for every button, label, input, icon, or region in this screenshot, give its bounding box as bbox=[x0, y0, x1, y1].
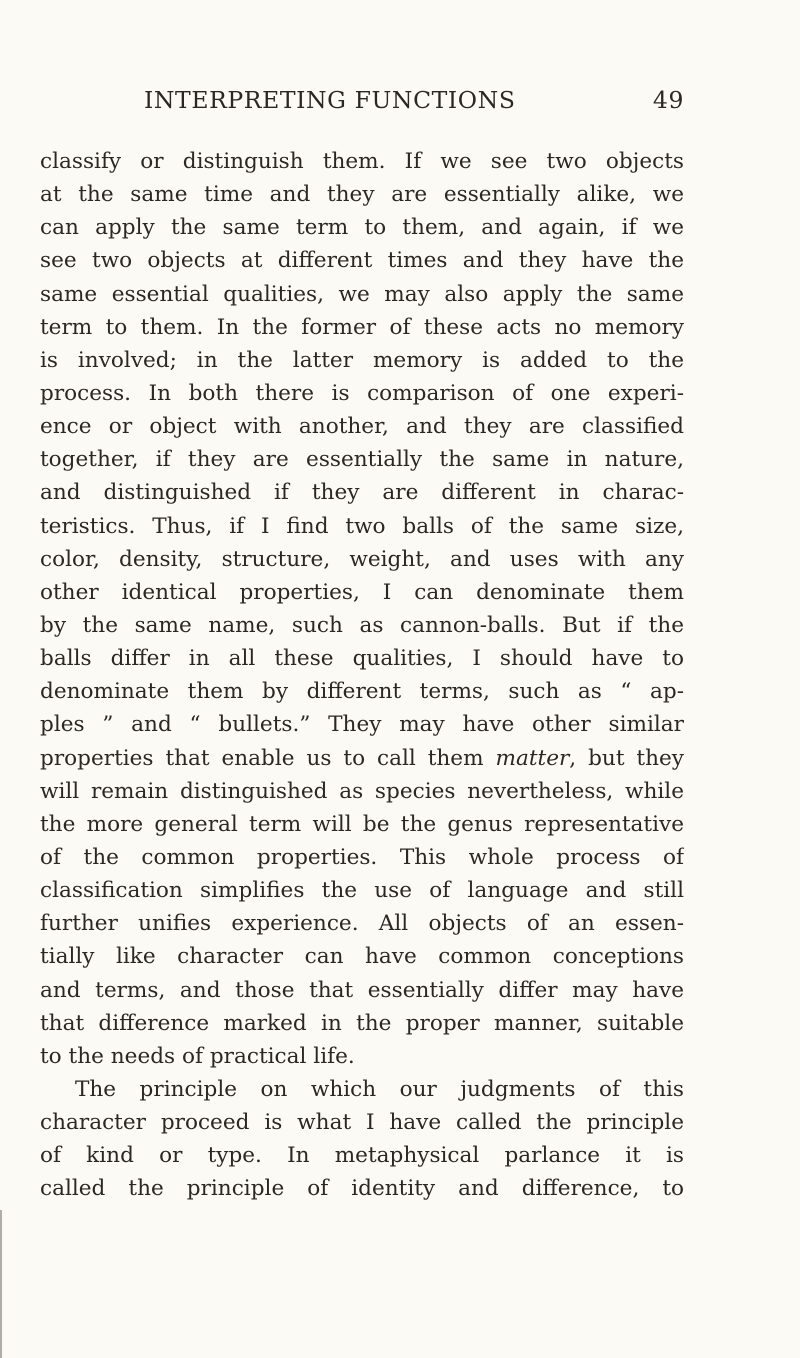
text-line: character proceed is what I have called the principle bbox=[40, 1110, 684, 1136]
text-line: and terms, and those that essentially differ may have bbox=[40, 977, 684, 1003]
running-head bbox=[144, 86, 684, 120]
italic-term: matter bbox=[495, 745, 570, 771]
text-line: that difference marked in the proper manner, suitable bbox=[40, 1010, 684, 1036]
text-line: same essential qualities, we may also apply the same bbox=[40, 281, 684, 307]
page-edge-shadow bbox=[0, 1210, 2, 1358]
text-line: color, density, structure, weight, and uses with any bbox=[40, 546, 684, 572]
text-line: other identical properties, I can denominate them bbox=[40, 579, 684, 605]
text-line: ples ” and “ bullets.” They may have other similar bbox=[40, 712, 684, 738]
running-head-title: INTERPRETING FUNCTIONS bbox=[144, 86, 516, 114]
text-line: classification simplifies the use of language and still bbox=[40, 878, 684, 904]
text-line: term to them. In the former of these acts no memory bbox=[40, 314, 684, 340]
paragraph-start-line: The principle on which our judgments of this bbox=[75, 1076, 684, 1102]
text-line: by the same name, such as cannon-balls. But if the bbox=[40, 612, 684, 638]
text-line: is involved; in the latter memory is added to the bbox=[40, 347, 684, 373]
text-line: see two objects at different times and they have the bbox=[40, 248, 684, 274]
text-line-with-italic: properties that enable us to call them matter, but they bbox=[40, 745, 684, 771]
text-line: together, if they are essentially the same in nature, bbox=[40, 447, 684, 473]
paragraph-end-line: to the needs of practical life. bbox=[40, 1043, 355, 1069]
text-line: tially like character can have common conceptions bbox=[40, 944, 684, 970]
text-line: balls differ in all these qualities, I should have to bbox=[40, 646, 684, 672]
text-line: of the common properties. This whole process of bbox=[40, 844, 684, 870]
text-line: of kind or type. In metaphysical parlance it is bbox=[40, 1143, 684, 1169]
text-line: ence or object with another, and they are classified bbox=[40, 414, 684, 440]
text-line: process. In both there is comparison of one experi- bbox=[40, 380, 684, 406]
page-number: 49 bbox=[652, 86, 684, 114]
text-line: the more general term will be the genus representative bbox=[40, 811, 684, 837]
text-line: will remain distinguished as species nevertheless, while bbox=[40, 778, 684, 804]
text-line: called the principle of identity and difference, to bbox=[40, 1176, 684, 1202]
text-line: teristics. Thus, if I find two balls of the same size, bbox=[40, 513, 684, 539]
text-line: classify or distinguish them. If we see two objects bbox=[40, 149, 684, 174]
text-line: can apply the same term to them, and again, if we bbox=[40, 215, 684, 241]
text-line: denominate them by different terms, such as “ ap- bbox=[40, 679, 684, 705]
text-line: further unifies experience. All objects of an essen- bbox=[40, 911, 684, 937]
text-line: at the same time and they are essentially alike, we bbox=[40, 182, 684, 208]
text-line: and distinguished if they are different in charac- bbox=[40, 480, 684, 506]
body-text bbox=[40, 145, 684, 1206]
